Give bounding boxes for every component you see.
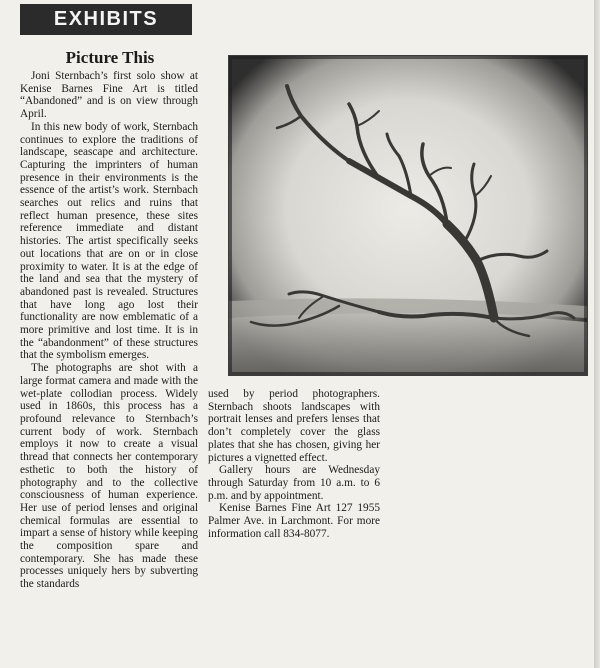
photograph <box>228 55 588 376</box>
section-banner <box>20 4 192 35</box>
paragraph: In this new body of work, Sternbach continues to explore the traditions of landscape, seascape and architecture. Capturing the imprinters of human presence in their environments is the essence of the artist’s work. Sternbach searches out relics and ruins that reflect human presence, these sites reference immediate and distant histories. The artist specifically seeks out locations that are on or in close proximity to water. It is at the edge of the land and sea that the mystery of abandoned past is revealed. Structures that have long ago lost their functionality are now emblematic of a more primitive and lost time. It is in the “abandonment” of these structures that the symbolism emerges. <box>20 120 198 362</box>
page-edge <box>594 0 600 668</box>
paragraph: The photographs are shot with a large format camera and made with the wet-plate collodian process. Widely used in 1860s, this process has a profound relevance to Sternbach’s current body of work. Sternbach employs it now to create a visual thread that connects her contemporary esthetic to both the history of photography and to the collective consciousness of human experience. Her use of period lenses and original chemical formulas are essential to impart a sense of history while keeping the composition spare and contemporary. She has made these processes uniquely hers by subverting the standards <box>20 362 198 591</box>
section-label: EXHIBITS <box>53 8 159 30</box>
paragraph: Gallery hours are Wednesday through Saturday from 10 a.m. to 6 p.m. and by appointment. <box>208 464 380 502</box>
article-headline: Picture This <box>65 48 155 67</box>
paragraph: Kenise Barnes Fine Art 127 1955 Palmer Ave. in Larchmont. For more information call 834-8077. <box>208 502 380 540</box>
driftwood-tree-photo-image <box>229 56 587 375</box>
paragraph: Joni Sternbach’s first solo show at Kenise Barnes Fine Art is titled “Abandoned” and is on view through April. <box>20 70 198 121</box>
article-column-2 <box>208 388 380 588</box>
paragraph: used by period photographers. Sternbach shoots landscapes with portrait lenses and prefers lenses that don’t completely cover the glass plates that she has chosen, giving her pictures a vignetted effect. <box>208 388 380 464</box>
article-column-1 <box>20 70 198 668</box>
